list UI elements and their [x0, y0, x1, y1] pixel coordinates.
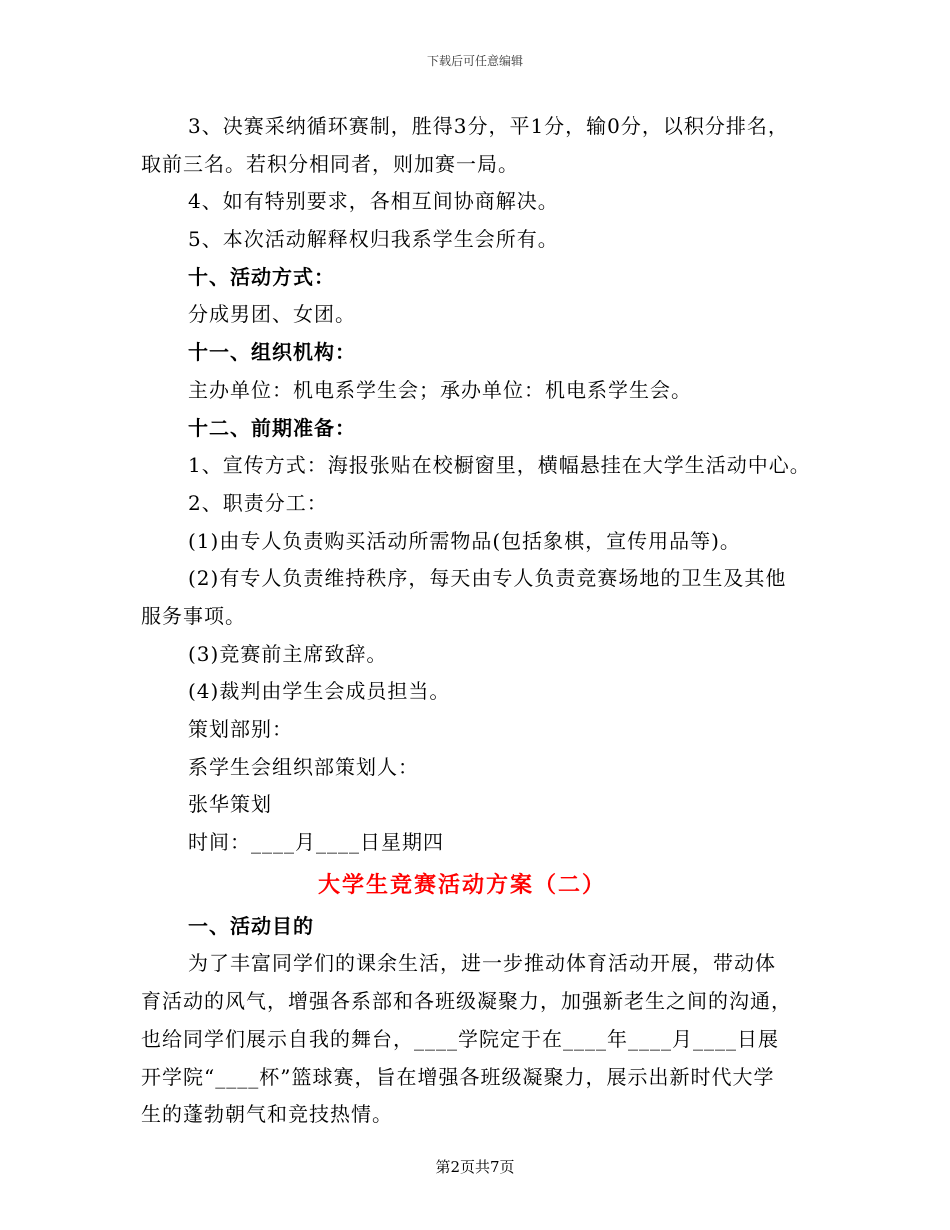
text-line: 4、如有特别要求，各相互间协商解决。	[188, 189, 559, 214]
section-heading: 一、活动目的	[188, 913, 314, 938]
text-line: (2)有专人负责维持秩序，每天由专人负责竞赛场地的卫生及其他	[188, 566, 787, 591]
text-line: 5、本次活动解释权归我系学生会所有。	[188, 227, 559, 252]
text-line: 策划部别：	[188, 717, 293, 741]
section-heading: 十一、组织机构：	[188, 340, 356, 365]
text-line: (4)裁判由学生会成员担当。	[188, 679, 451, 704]
page-header: 下载后可任意编辑	[426, 54, 523, 68]
text-line: 2、职责分工：	[188, 490, 328, 515]
text-line: 主办单位：机电系学生会；承办单位：机电系学生会。	[188, 377, 692, 402]
text-line: 取前三名。若积分相同者，则加赛一局。	[141, 151, 519, 176]
text-line: 分成男团、女团。	[188, 302, 356, 327]
section-activity-purpose	[141, 908, 813, 1134]
page-footer: 第2页共7页	[435, 1158, 515, 1176]
text-line: 也给同学们展示自我的舞台，____学院定于在____年____月____日展	[141, 1026, 779, 1051]
text-line: 服务事项。	[141, 603, 246, 628]
section-heading: 十、活动方式：	[188, 264, 335, 289]
text-line: 为了丰富同学们的课余生活，进一步推动体育活动开展，带动体	[188, 951, 776, 976]
text-line: 育活动的风气，增强各系部和各班级凝聚力，加强新老生之间的沟通，	[141, 989, 792, 1014]
document-body	[141, 108, 813, 1134]
text-line: 张华策划	[188, 792, 272, 817]
text-line: 生的蓬勃朝气和竞技热情。	[141, 1102, 393, 1127]
text-line: 3、决赛采纳循环赛制，胜得3分，平1分，输0分，以积分排名，	[188, 114, 789, 138]
section-heading: 十二、前期准备：	[188, 415, 356, 440]
text-line: (1)由专人负责购买活动所需物品(包括象棋，宣传用品等)。	[188, 528, 741, 553]
text-line: 时间：____月____日星期四	[188, 830, 444, 855]
text-line: (3)竞赛前主席致辞。	[188, 641, 388, 666]
text-line: 1、宣传方式：海报张贴在校橱窗里，横幅悬挂在大学生活动中心。	[188, 453, 811, 478]
text-line: 开学院“____杯”篮球赛，旨在增强各班级凝聚力，展示出新时代大学	[141, 1064, 775, 1089]
text-line: 系学生会组织部策划人：	[188, 754, 419, 779]
document-title: 大学生竞赛活动方案（二）	[317, 871, 606, 898]
section-continued	[141, 108, 813, 862]
